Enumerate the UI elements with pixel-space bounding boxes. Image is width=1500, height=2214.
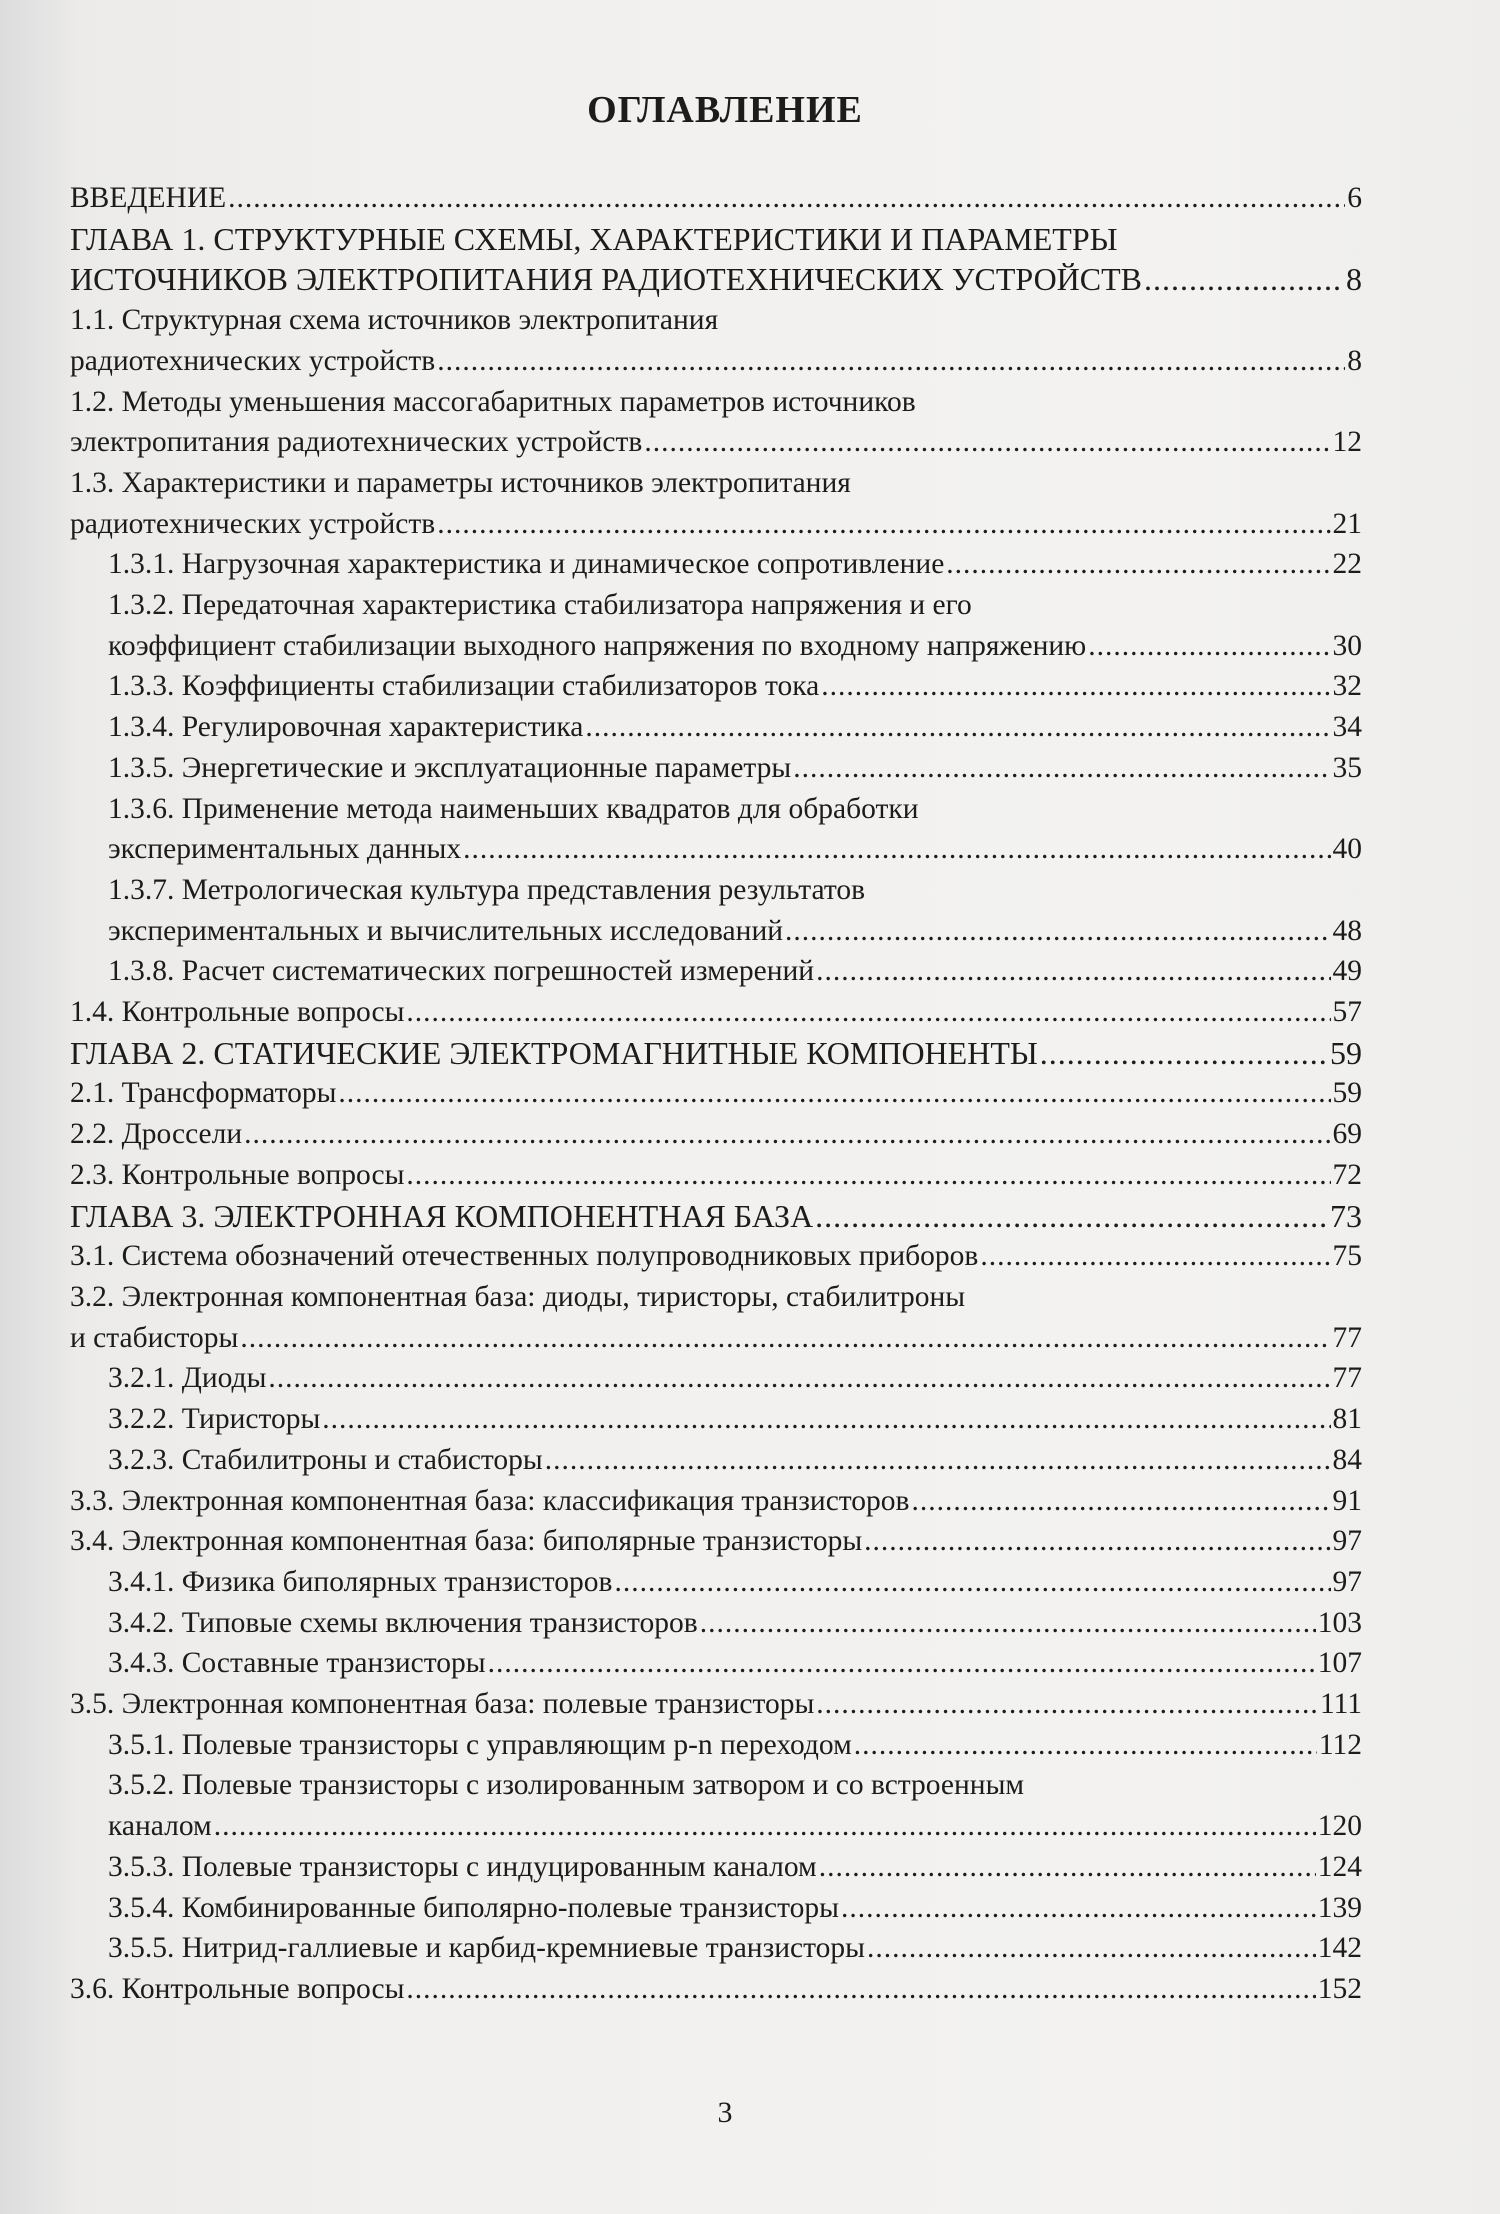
toc-entry-page: 30: [1332, 629, 1362, 662]
toc-entry-page: 120: [1317, 1810, 1362, 1843]
toc-entry-page: 59: [1330, 1034, 1362, 1071]
toc-entry-page: 112: [1318, 1728, 1362, 1761]
toc-entry-title-line: 1.3.6. Применение метода наименьших квадратов для обработки: [108, 792, 919, 825]
toc-entry-title: ИСТОЧНИКОВ ЭЛЕКТРОПИТАНИЯ РАДИОТЕХНИЧЕСКИХ УСТРОЙСТВ: [70, 261, 1143, 298]
toc-entry-title: 3.3. Электронная компонентная база: классификация транзисторов: [70, 1484, 910, 1517]
toc-entry: [0, 1440, 1362, 1481]
toc-entry-page: 103: [1317, 1606, 1362, 1639]
toc-entry-title-line: 1.2. Методы уменьшения массогабаритных параметров источников: [70, 385, 916, 418]
dot-leader: [437, 504, 1330, 545]
page-title: ОГЛАВЛЕНИЕ: [587, 89, 863, 131]
toc-entry-page: 21: [1332, 507, 1362, 540]
toc-entry-line: [108, 1440, 1362, 1481]
toc-entry: [0, 1603, 1362, 1644]
toc-entry-page: 35: [1332, 751, 1362, 784]
toc-entry-line: [108, 626, 1362, 667]
toc-entry-line: [108, 1399, 1362, 1440]
toc-entry-page: 152: [1317, 1972, 1362, 2005]
toc-entry: [0, 1236, 1362, 1277]
toc-entry-page: 49: [1332, 955, 1362, 988]
toc-entry-line: [70, 1481, 1362, 1522]
toc-entry: [0, 1562, 1362, 1603]
toc-entry: [0, 1928, 1362, 1969]
toc-entry-page: 59: [1332, 1077, 1362, 1110]
toc-entry-line: [70, 178, 1362, 219]
toc-entry: [0, 1643, 1362, 1684]
toc-entry-line: [70, 259, 1362, 300]
dot-leader: [614, 1562, 1330, 1603]
toc-entry-title: радиотехнических устройств: [70, 507, 436, 540]
toc-entry-page: 57: [1332, 996, 1362, 1029]
toc-entry: [0, 1725, 1362, 1766]
toc-entry-page: 32: [1332, 670, 1362, 703]
toc-entry-title-line: 1.3.7. Метрологическая культура представления результатов: [108, 873, 866, 906]
toc-entry-title: 3.5.4. Комбинированные биполярно-полевые транзисторы: [108, 1891, 839, 1924]
dot-leader: [841, 1888, 1316, 1929]
toc-entry-title: ГЛАВА 2. СТАТИЧЕСКИЕ ЭЛЕКТРОМАГНИТНЫЕ КОМПОНЕНТЫ: [70, 1034, 1038, 1071]
dot-leader: [700, 1603, 1316, 1644]
toc-entry-title-line: ГЛАВА 1. СТРУКТУРНЫЕ СХЕМЫ, ХАРАКТЕРИСТИКИ И ПАРАМЕТРЫ: [70, 220, 1118, 257]
toc-entry-page: 22: [1332, 548, 1362, 581]
toc-entry: [0, 382, 1362, 463]
dot-leader: [228, 178, 1345, 219]
toc-entry-page: 48: [1332, 914, 1362, 947]
toc-entry-line: [108, 911, 1362, 952]
dot-leader: [406, 1155, 1330, 1196]
dot-leader: [864, 1521, 1330, 1562]
toc-entry-line: [70, 1114, 1362, 1155]
toc-entry-page: 73: [1330, 1197, 1362, 1234]
dot-leader: [268, 1358, 1330, 1399]
toc-entry-title: ВВЕДЕНИЕ: [70, 182, 227, 214]
toc-entry-title: 2.3. Контрольные вопросы: [70, 1158, 405, 1191]
toc-entry-title-line: 1.1. Структурная схема источников электропитания: [70, 304, 719, 337]
dot-leader: [819, 1847, 1316, 1888]
dot-leader: [1144, 259, 1344, 300]
toc-entry-page: 77: [1332, 1362, 1362, 1395]
toc-entry-title: экспериментальных и вычислительных исследований: [108, 914, 784, 947]
toc-entry-line: [108, 1562, 1362, 1603]
toc-entry-title: 3.2.2. Тиристоры: [108, 1403, 321, 1436]
toc-entry-page: 6: [1347, 182, 1362, 214]
toc-entry: [0, 707, 1362, 748]
toc-entry: [0, 666, 1362, 707]
dot-leader: [463, 829, 1330, 870]
dot-leader: [821, 666, 1330, 707]
toc-chapter-entry: [0, 1196, 1362, 1237]
toc-entry-page: 97: [1332, 1565, 1362, 1598]
toc-entry-title: 3.2.1. Диоды: [108, 1362, 267, 1395]
toc-entry: [0, 178, 1362, 219]
toc-entry-page: 91: [1332, 1484, 1362, 1517]
toc-entry: [0, 1969, 1362, 2010]
toc-entry: [0, 1765, 1362, 1846]
toc-entry-title: 3.5. Электронная компонентная база: полевые транзисторы: [70, 1688, 815, 1721]
toc-entry-line: [108, 1643, 1362, 1684]
toc-entry: [0, 300, 1362, 381]
toc-entry-page: 81: [1332, 1403, 1362, 1436]
toc-entry: [0, 748, 1362, 789]
dot-leader: [785, 911, 1330, 952]
toc-entry: [0, 1073, 1362, 1114]
dot-leader: [815, 1196, 1328, 1237]
toc-entry-title: 3.1. Система обозначений отечественных полупроводниковых приборов: [70, 1240, 979, 1273]
toc-entry-page: 72: [1332, 1158, 1362, 1191]
toc-entry-line: [108, 544, 1362, 585]
dot-leader: [816, 951, 1330, 992]
dot-leader: [322, 1399, 1330, 1440]
toc-entry-page: 111: [1319, 1688, 1362, 1721]
toc-entry-title: 2.1. Трансформаторы: [70, 1077, 337, 1110]
toc-entry-page: 12: [1332, 426, 1362, 459]
dot-leader: [338, 1073, 1330, 1114]
toc-entry-line: [70, 1236, 1362, 1277]
toc-entry: [0, 585, 1362, 666]
toc-entry-title: 1.4. Контрольные вопросы: [70, 996, 405, 1029]
dot-leader: [545, 1440, 1331, 1481]
toc-entry-page: 75: [1332, 1240, 1362, 1273]
toc-entry: [0, 1155, 1362, 1196]
toc-entry-page: 107: [1317, 1647, 1362, 1680]
toc-entry: [0, 870, 1362, 951]
toc-entry-line: [108, 951, 1362, 992]
toc-entry-title: каналом: [108, 1810, 212, 1843]
toc-entry: [0, 1358, 1362, 1399]
toc-entry-line: [108, 1847, 1362, 1888]
toc-entry-line: [108, 1725, 1362, 1766]
dot-leader: [854, 1725, 1317, 1766]
toc-entry-title-line: 1.3.2. Передаточная характеристика стабилизатора напряжения и его: [108, 589, 972, 622]
toc-entry-page: 34: [1332, 711, 1362, 744]
toc-entry: [0, 1277, 1362, 1358]
dot-leader: [214, 1806, 1316, 1847]
toc-entry-title: 1.3.5. Энергетические и эксплуатационные параметры: [108, 751, 792, 784]
toc-entry-line: [70, 1155, 1362, 1196]
toc-chapter-entry: [0, 219, 1362, 300]
toc-entry-line: [70, 992, 1362, 1033]
toc-entry-page: 69: [1332, 1118, 1362, 1151]
toc-entry: [0, 992, 1362, 1033]
toc-entry-line: [70, 504, 1362, 545]
toc-entry-line: [108, 1358, 1362, 1399]
toc-entry-line: [70, 1073, 1362, 1114]
toc-entry-title: 3.6. Контрольные вопросы: [70, 1972, 405, 2005]
toc-entry-title: и стабисторы: [70, 1321, 239, 1354]
toc-entry-line: [108, 1888, 1362, 1929]
toc-entry: [0, 1481, 1362, 1522]
dot-leader: [980, 1236, 1330, 1277]
toc-entry: [0, 951, 1362, 992]
toc-entry-line: [108, 1603, 1362, 1644]
toc-entry-title: 1.3.4. Регулировочная характеристика: [108, 711, 584, 744]
toc-entry: [0, 463, 1362, 544]
toc-entry-page: 8: [1346, 261, 1362, 298]
toc-entry-page: 142: [1317, 1932, 1362, 1965]
toc-entry-page: 77: [1332, 1321, 1362, 1354]
toc-chapter-entry: [0, 1033, 1362, 1074]
toc-entry-line: [108, 1806, 1362, 1847]
dot-leader: [244, 1114, 1330, 1155]
toc-entry-line: [70, 341, 1362, 382]
toc-entry-page: 8: [1347, 344, 1362, 377]
toc-entry: [0, 1847, 1362, 1888]
dot-leader: [867, 1928, 1316, 1969]
toc-entry-title-line: 3.5.2. Полевые транзисторы с изолированным затвором и со встроенным: [108, 1769, 1025, 1802]
toc-entry-page: 84: [1332, 1443, 1362, 1476]
toc-entry: [0, 1684, 1362, 1725]
toc-entry-line: [70, 1969, 1362, 2010]
toc-entry-line: [70, 1318, 1362, 1359]
toc-entry-title: 1.3.3. Коэффициенты стабилизации стабилизаторов тока: [108, 670, 820, 703]
toc-entry-title: 3.2.3. Стабилитроны и стабисторы: [108, 1443, 543, 1476]
toc-entry-line: [108, 666, 1362, 707]
toc-entry-title: 3.5.3. Полевые транзисторы с индуцированным каналом: [108, 1850, 817, 1883]
dot-leader: [437, 341, 1345, 382]
toc-entry-title: 3.4.3. Составные транзисторы: [108, 1647, 486, 1680]
dot-leader: [816, 1684, 1318, 1725]
toc-entry-title: 3.5.5. Нитрид-галлиевые и карбид-кремниевые транзисторы: [108, 1932, 865, 1965]
toc-entry: [0, 789, 1362, 870]
toc-entry: [0, 1114, 1362, 1155]
toc-entry-line: [108, 1928, 1362, 1969]
toc-entry-title: 3.4.1. Физика биполярных транзисторов: [108, 1565, 613, 1598]
dot-leader: [911, 1481, 1330, 1522]
dot-leader: [488, 1643, 1316, 1684]
toc-entry-title: радиотехнических устройств: [70, 344, 436, 377]
page-number: 3: [717, 2096, 733, 2129]
toc-entry-title: коэффициент стабилизации выходного напряжения по входному напряжению: [108, 629, 1087, 662]
dot-leader: [644, 422, 1330, 463]
toc-entry: [0, 544, 1362, 585]
toc-entry-line: [70, 422, 1362, 463]
toc-entry-page: 139: [1317, 1891, 1362, 1924]
toc-entry: [0, 1521, 1362, 1562]
toc-entry-title: 1.3.1. Нагрузочная характеристика и динамическое сопротивление: [108, 548, 945, 581]
toc-entry-title-line: 3.2. Электронная компонентная база: диоды, тиристоры, стабилитроны: [70, 1280, 966, 1313]
toc-entry-page: 40: [1332, 833, 1362, 866]
toc-entry-line: [108, 829, 1362, 870]
dot-leader: [1088, 626, 1330, 667]
toc-entry-line: [70, 1521, 1362, 1562]
dot-leader: [793, 748, 1330, 789]
toc-entry-title: 1.3.8. Расчет систематических погрешностей измерений: [108, 955, 815, 988]
toc-entry-line: [108, 748, 1362, 789]
toc-entry-title: экспериментальных данных: [108, 833, 462, 866]
toc-entry-title: 3.4. Электронная компонентная база: биполярные транзисторы: [70, 1525, 863, 1558]
toc-entry-line: [70, 1196, 1362, 1237]
toc-entry-line: [70, 1684, 1362, 1725]
toc-entry-page: 124: [1317, 1850, 1362, 1883]
toc-entry-line: [108, 707, 1362, 748]
dot-leader: [1040, 1033, 1328, 1074]
dot-leader: [406, 992, 1330, 1033]
toc-entry-title: 3.4.2. Типовые схемы включения транзисторов: [108, 1606, 698, 1639]
dot-leader: [946, 544, 1330, 585]
toc-entry: [0, 1888, 1362, 1929]
toc-entry-title: 2.2. Дроссели: [70, 1118, 243, 1151]
dot-leader: [585, 707, 1330, 748]
toc-entry-title-line: 1.3. Характеристики и параметры источников электропитания: [70, 466, 851, 499]
toc-entry-title: 3.5.1. Полевые транзисторы с управляющим p-n переходом: [108, 1728, 852, 1761]
table-of-contents: [0, 178, 1500, 2010]
toc-entry-title: электропитания радиотехнических устройств: [70, 426, 643, 459]
dot-leader: [406, 1969, 1315, 2010]
toc-entry-page: 97: [1332, 1525, 1362, 1558]
toc-entry: [0, 1399, 1362, 1440]
toc-entry-title: ГЛАВА 3. ЭЛЕКТРОННАЯ КОМПОНЕНТНАЯ БАЗА: [70, 1197, 814, 1234]
dot-leader: [240, 1318, 1330, 1359]
toc-entry-line: [70, 1033, 1362, 1074]
